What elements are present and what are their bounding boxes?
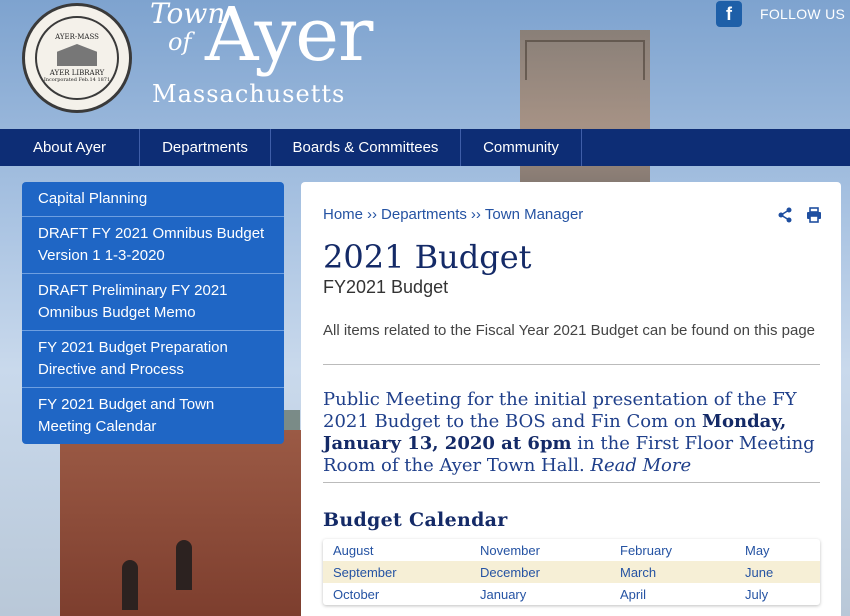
calendar-month-link[interactable]: December	[470, 561, 610, 583]
calendar-month-link[interactable]: June	[735, 561, 820, 583]
calendar-month-link[interactable]: July	[745, 586, 769, 602]
seal-top-text: AYER-MASS	[55, 33, 99, 41]
breadcrumb-departments[interactable]: Departments	[381, 206, 467, 223]
calendar-month-link[interactable]: May	[745, 542, 770, 558]
sidebar-item-draft-omnibus-budget[interactable]: DRAFT FY 2021 Omnibus Budget Version 1 1-3-2020	[22, 217, 284, 274]
breadcrumb-home[interactable]: Home	[323, 206, 364, 223]
follow-us-link[interactable]: FOLLOW US	[760, 6, 846, 22]
facebook-icon[interactable]: f	[716, 1, 742, 27]
table-row	[323, 561, 820, 583]
sidebar-item-budget-preparation[interactable]: FY 2021 Budget Preparation Directive and Process	[22, 331, 284, 388]
town-word: Town	[150, 0, 226, 30]
background-tower-railing	[525, 40, 645, 80]
meeting-notice	[323, 389, 820, 477]
calendar-month-link[interactable]: September	[323, 561, 470, 583]
divider	[323, 482, 820, 483]
print-icon[interactable]	[806, 207, 822, 223]
nav-item-boards-committees[interactable]: Boards & Committees	[271, 129, 461, 166]
page-intro: All items related to the Fiscal Year 2021 Budget can be found on this page	[323, 322, 815, 339]
breadcrumb-separator: ››	[367, 206, 378, 223]
read-more-link[interactable]: Read More	[590, 455, 692, 476]
calendar-month-link[interactable]: August	[333, 542, 374, 558]
divider	[323, 364, 820, 365]
nav-item-departments[interactable]: Departments	[140, 129, 271, 166]
breadcrumb-separator: ››	[470, 206, 481, 223]
table-row	[323, 539, 820, 561]
background-window	[122, 560, 138, 610]
calendar-month-link[interactable]: March	[610, 561, 735, 583]
sidebar-item-budget-calendar[interactable]: FY 2021 Budget and Town Meeting Calendar	[38, 396, 215, 435]
background-window	[176, 540, 192, 590]
notice-date: Monday, January 13, 2020 at 6pm	[323, 411, 787, 454]
breadcrumb-town-manager[interactable]: Town Manager	[484, 206, 584, 223]
sidebar	[22, 182, 284, 444]
nav-item-community[interactable]: Community	[461, 129, 582, 166]
seal-inner-text: AYER LIBRARY	[49, 69, 105, 77]
main-nav	[0, 129, 850, 166]
site-title[interactable]: Ayer	[205, 0, 373, 78]
calendar-month-link[interactable]: October	[333, 586, 380, 602]
of-word: of	[168, 28, 192, 56]
budget-calendar-table	[323, 539, 820, 605]
nav-item-about-ayer[interactable]: About Ayer	[0, 129, 140, 166]
seal-bottom-text: Incorporated Feb.14 1871	[43, 77, 111, 83]
page-title: 2021 Budget	[323, 238, 532, 276]
breadcrumb	[323, 206, 583, 223]
town-seal-logo[interactable]	[22, 3, 132, 113]
notice-tail: in the First Floor Meeting Room of the Ayer Town Hall.	[323, 433, 815, 476]
calendar-month-link[interactable]: February	[620, 542, 673, 558]
calendar-month-link[interactable]: November	[480, 542, 540, 558]
page-subtitle: FY2021 Budget	[323, 277, 449, 297]
seal-inner	[35, 16, 119, 100]
seal-building-icon	[57, 44, 97, 66]
site-state: Massachusetts	[152, 80, 346, 108]
calendar-month-link[interactable]: April	[620, 586, 647, 602]
content-panel	[301, 182, 841, 616]
calendar-month-link[interactable]: January	[480, 586, 527, 602]
notice-lead: Public Meeting for the initial presentation of the FY 2021 Budget to the BOS and Fin Com on	[323, 389, 797, 432]
sidebar-item-draft-budget-memo[interactable]: DRAFT Preliminary FY 2021 Omnibus Budget Memo	[22, 274, 284, 331]
budget-calendar-title: Budget Calendar	[323, 509, 508, 531]
share-icon[interactable]	[777, 207, 793, 223]
sidebar-item-capital-planning[interactable]: Capital Planning	[22, 182, 284, 217]
table-row	[323, 583, 820, 605]
